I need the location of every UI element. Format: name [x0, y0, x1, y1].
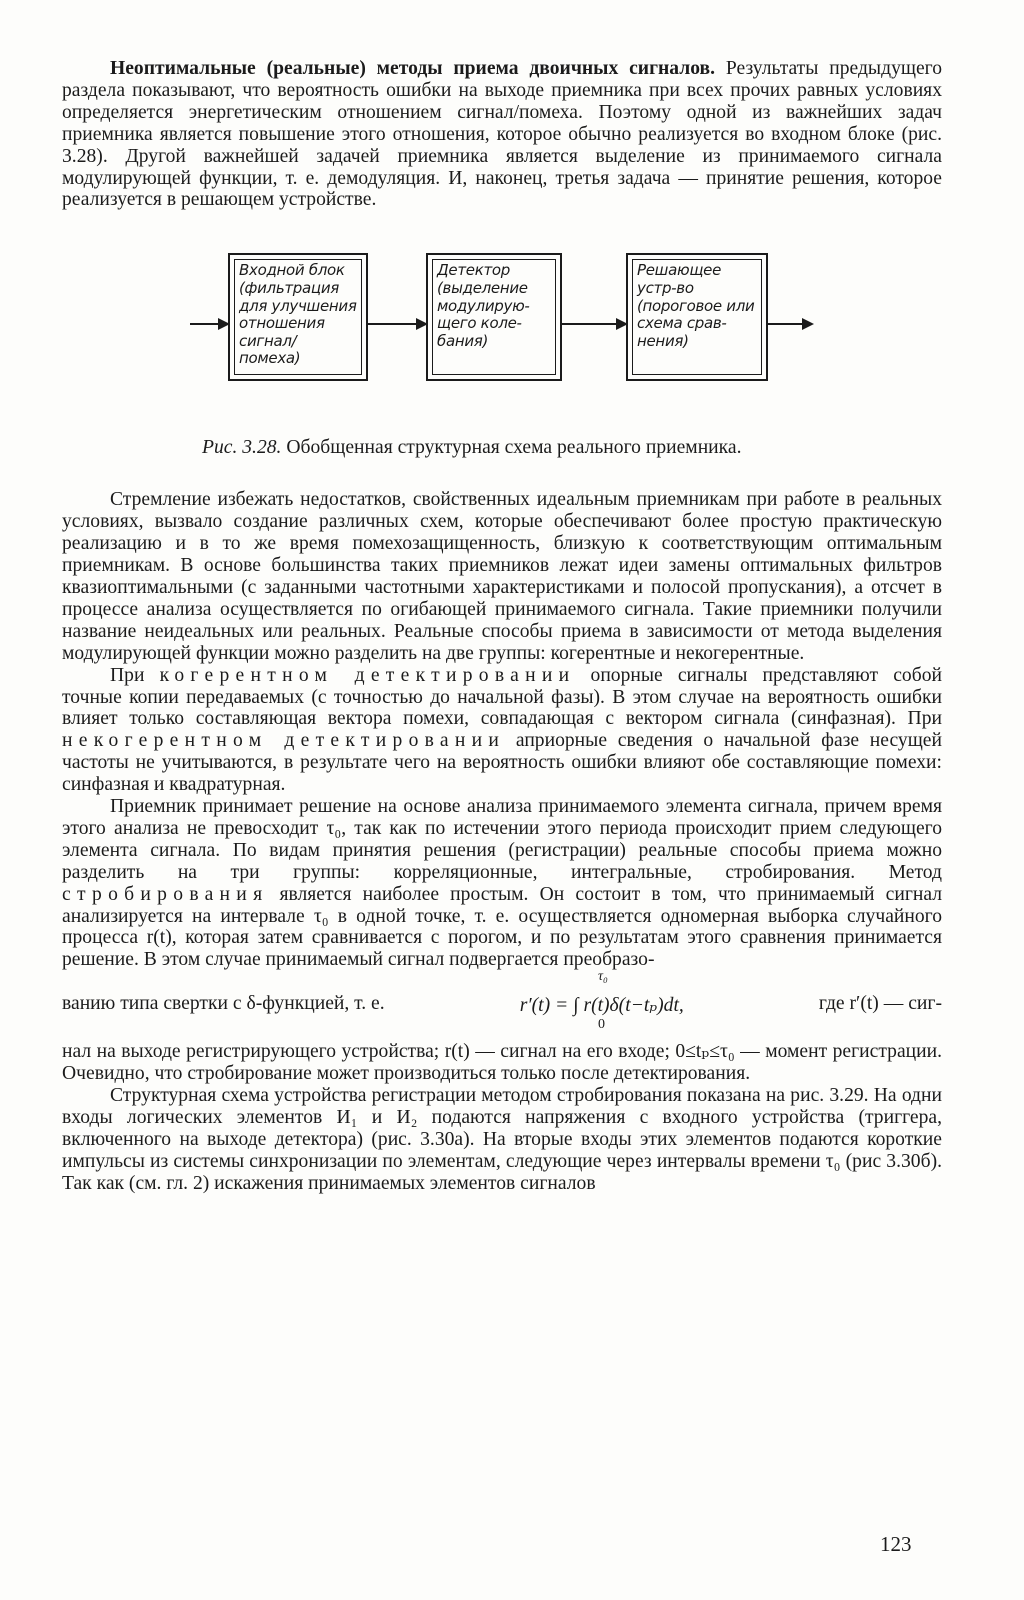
- integral-upper-limit: τ₀: [598, 969, 608, 985]
- page-number: 123: [880, 1532, 912, 1556]
- page-content: [62, 58, 942, 1195]
- decision-block-label: [632, 259, 762, 375]
- block-1-line-0: Детектор: [437, 261, 511, 280]
- block-2-line-4: нения): [637, 331, 689, 350]
- p4-a: Приемник принимает решение на основе анализа принимаемого элемента сигнала, причем время этого анализа не превосходит τ₀, так как по истечении этого периода происходит прием следующего элемента сигнала. По видам принятия решения (регистрации) реальные способы приема можно разделить на три группы: корреляционные, интегральные, стробирования. Метод: [62, 796, 942, 883]
- formula-line: [62, 971, 942, 1041]
- p4-emph-strobing: стробирования: [62, 883, 269, 905]
- paragraph-4-end: нал на выходе регистрирующего устройства; r(t) — сигнал на его входе; 0≤tₚ≤τ₀ — момент регистрации. Очевидно, что стробирование может производиться только после детектирования.: [62, 1041, 942, 1085]
- formula-prefix: ванию типа свертки с δ-функцией, т. е.: [62, 993, 385, 1015]
- input-block: [228, 253, 368, 381]
- block-2-line-2: (пороговое или: [637, 296, 755, 315]
- block-1-line-3: щего коле-: [437, 314, 522, 333]
- detector-block-label: [432, 259, 556, 375]
- paragraph-intro-text: Результаты предыдущего раздела показывают, что вероятность ошибки на выходе приемника при всех прочих равных условиях определяется энергетическим отношением сигнал/помеха. Поэтому одной из важнейших задач приемника является повышение этого отношения, которое обычно реализуется во входном блоке (рис. 3.28). Другой важнейшей задачей приемника является выделение из принимаемого сигнала модулирующей функции, т. е. демодуляция. И, наконец, третья задача — принятие решения, которое реализуется в решающем устройстве.: [62, 58, 942, 211]
- formula-suffix: где r′(t) — сиг-: [818, 993, 942, 1015]
- block-2-line-1: устр-во: [637, 278, 694, 297]
- convolution-formula: r′(t) = ∫ r(t)δ(t−tₚ)dt,: [519, 995, 684, 1017]
- block-0-line-3: отношения: [239, 314, 325, 333]
- decision-block: [626, 253, 768, 381]
- p3-emph-coherent: когерентном детектировании: [159, 664, 576, 686]
- block-1-line-2: модулирую-: [437, 296, 530, 315]
- paragraph-5: Структурная схема устройства регистрации методом стробирования показана на рис. 3.29. На одни входы логических элементов И₁ и И₂ подаются напряжения с входного устройства (триггера, включенного на выходе детектора) (рис. 3.30а). На вторые входы этих элементов подаются короткие импульсы из системы синхронизации по элементам, следующие через интервалы времени τ₀ (рис 3.30б). Так как (см. гл. 2) искажения принимаемых элементов сигналов: [62, 1085, 942, 1194]
- p4-c: является наиболее простым. Он состоит в том, что принимаемый сигнал анализируется на интервале τ₀ в одной точке, т. е. осуществляется одномерная выборка случайного процесса r(t), которая затем сравнивается с порогом, и по результатам этого сравнения принимается решение. В этом случае принимаемый сигнал подвергается преобразо-: [62, 883, 942, 971]
- paragraph-intro: [62, 58, 942, 211]
- figure-caption: [202, 437, 832, 459]
- figure-label: Рис. 3.28.: [202, 437, 282, 459]
- block-0-line-0: Входной блок: [239, 261, 345, 280]
- block-1-line-4: бания): [437, 331, 489, 350]
- p3-e: априорные сведения о начальной фазе несущей частоты не учитываются, в результате чего на вероятность ошибки влияют обе составляющие помехи: синфазная и квадратурная.: [62, 730, 942, 796]
- paragraph-2: Стремление избежать недостатков, свойственных идеальным приемникам при работе в реальных условиях, вызвало создание различных схем, которые обеспечивают более простую практическую реализацию и в то же время помехозащищенность, близкую к соответствующим оптимальным приемникам. В основе большинства таких приемников лежат идеи замены оптимальных фильтров квазиоптимальными (с заданными частотными характеристиками и полосой пропускания), а отсчет в процессе анализа осуществляется по огибающей принимаемого сигнала. Такие приемники получили название неидеальных или реальных. Реальные способы приема в зависимости от метода выделения модулирующей функции можно разделить на две группы: когерентные и некогерентные.: [62, 489, 942, 664]
- p3-c: опорные сигналы представляют собой точные копии передаваемых (с точностью до начальной фазы). В этом случае на вероятность ошибки влияет только составляющая вектора помехи, совпадающая с вектором сигнала (синфазная). При: [62, 664, 942, 730]
- arrow-2: [562, 323, 626, 325]
- block-0-line-4: сигнал/помеха): [239, 331, 301, 368]
- paragraph-3: [62, 665, 942, 796]
- integral-lower-limit: 0: [598, 1017, 605, 1033]
- detector-block: [426, 253, 562, 381]
- figure-caption-text: Обобщенная структурная схема реального приемника.: [281, 437, 742, 459]
- output-arrow: [768, 323, 812, 325]
- block-0-line-1: (фильтрация: [239, 278, 339, 297]
- paragraph-4: [62, 796, 942, 971]
- block-diagram: [62, 245, 942, 431]
- input-arrow: [190, 323, 228, 325]
- input-block-label: [234, 259, 362, 375]
- p3-emph-noncoherent: некогерентном детектировании: [62, 730, 506, 752]
- block-2-line-0: Решающее: [637, 261, 722, 280]
- section-title: Неоптимальные (реальные) методы приема двоичных сигналов.: [110, 58, 716, 79]
- arrow-1: [368, 323, 426, 325]
- p3-a: При: [110, 664, 160, 686]
- block-2-line-3: схема срав-: [637, 314, 727, 333]
- block-0-line-2: для улучшения: [239, 296, 357, 315]
- block-1-line-1: (выделение: [437, 278, 528, 297]
